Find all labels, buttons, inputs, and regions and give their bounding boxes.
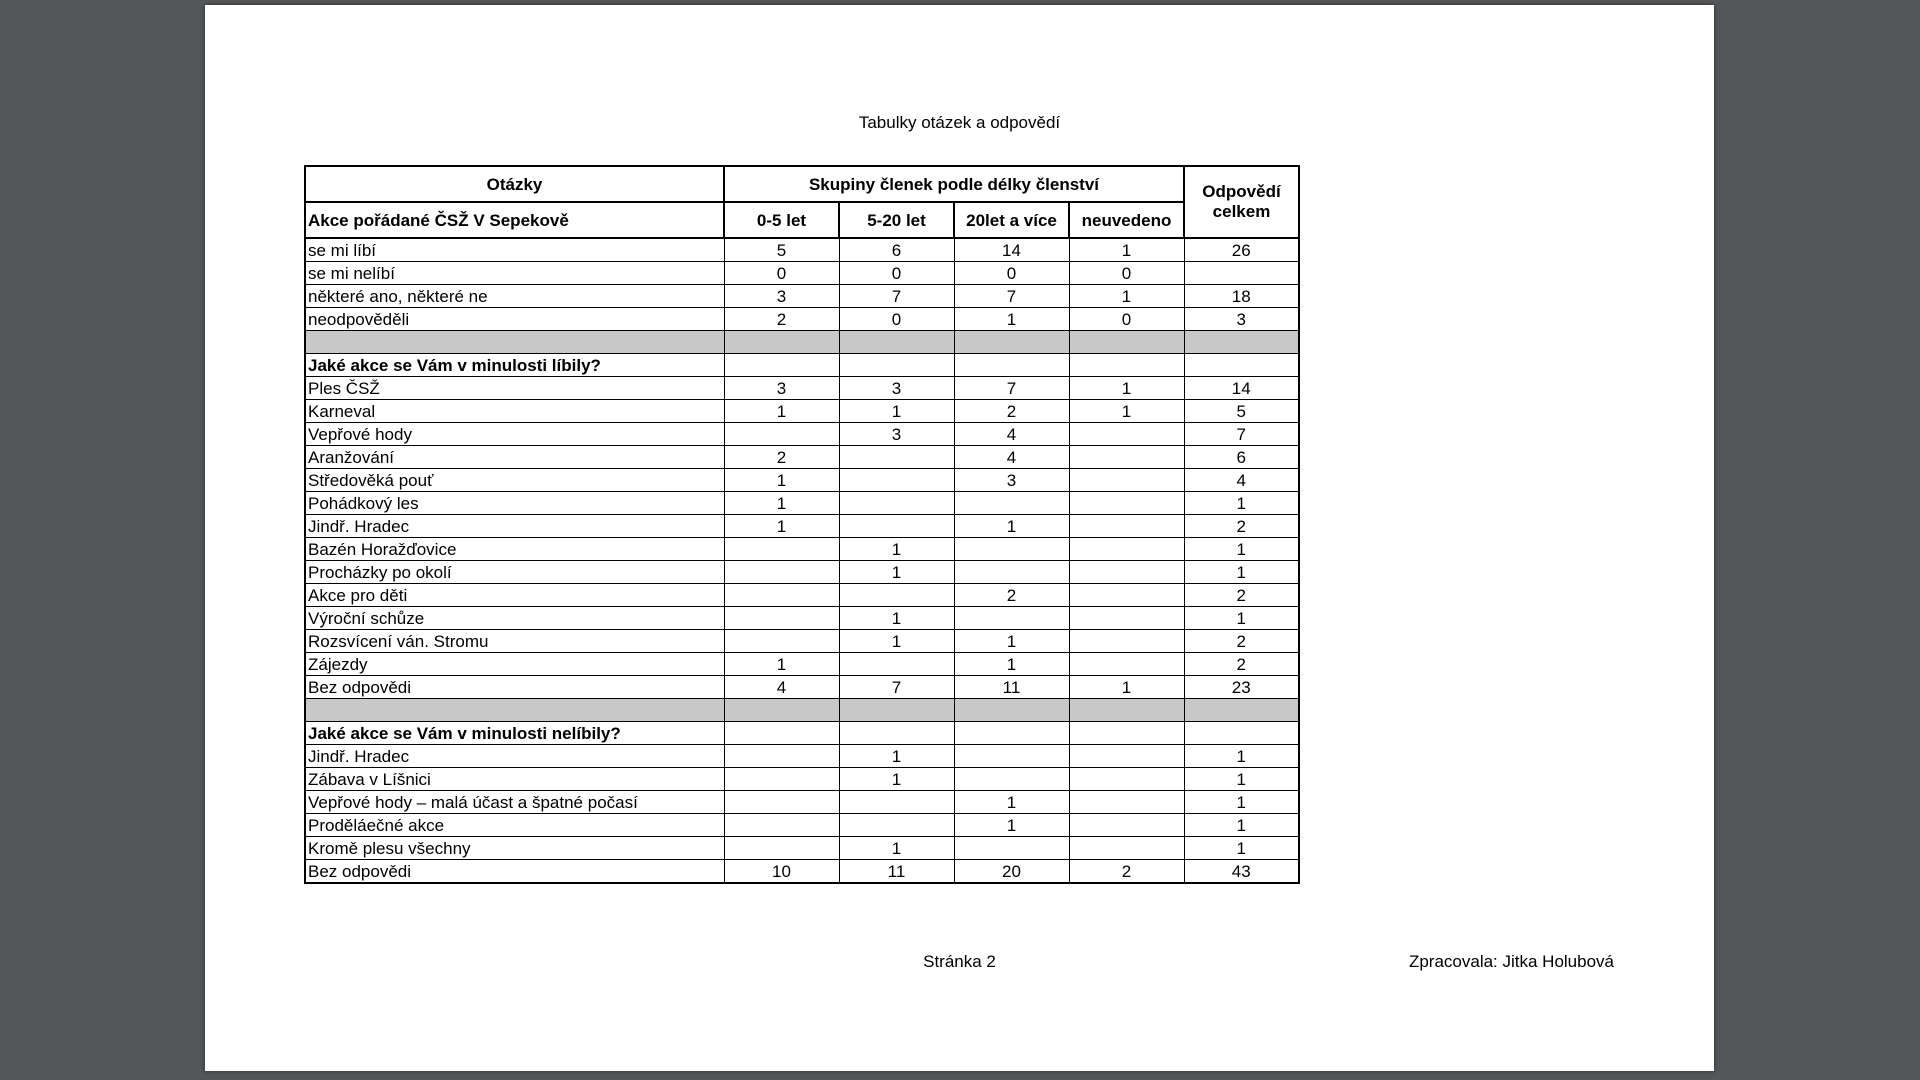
table-cell: 1 — [839, 607, 954, 630]
table-cell: 1 — [1069, 377, 1184, 400]
table-cell — [1069, 515, 1184, 538]
document-title: Tabulky otázek a odpovědí — [858, 113, 1061, 132]
table-cell — [1069, 653, 1184, 676]
table-cell: 1 — [954, 791, 1069, 814]
table-cell — [954, 354, 1069, 377]
row-label: Jindř. Hradec — [305, 515, 724, 538]
table-cell — [724, 354, 839, 377]
row-label: se mi líbí — [305, 238, 724, 262]
table-cell — [954, 699, 1069, 722]
table-cell — [839, 791, 954, 814]
header-col-unspecified: neuvedeno — [1069, 202, 1184, 238]
table-cell — [1069, 745, 1184, 768]
table-cell: 6 — [839, 238, 954, 262]
table-cell: 1 — [954, 630, 1069, 653]
table-row — [305, 630, 1299, 653]
table-cell: 26 — [1184, 238, 1299, 262]
table-cell: 0 — [724, 262, 839, 285]
table-cell: 3 — [1184, 308, 1299, 331]
table-cell — [724, 331, 839, 354]
table-cell — [1069, 722, 1184, 745]
table-cell — [724, 814, 839, 837]
table-cell: 14 — [954, 238, 1069, 262]
table-cell — [1184, 354, 1299, 377]
row-label: Vepřové hody — [305, 423, 724, 446]
table-cell: 0 — [1069, 262, 1184, 285]
table-cell: 1 — [839, 837, 954, 860]
table-cell: 18 — [1184, 285, 1299, 308]
table-cell — [724, 722, 839, 745]
row-label: Bazén Horažďovice — [305, 538, 724, 561]
table-cell: 20 — [954, 860, 1069, 884]
table-cell: 0 — [954, 262, 1069, 285]
table-cell — [954, 492, 1069, 515]
row-label: Ples ČSŽ — [305, 377, 724, 400]
table-cell: 43 — [1184, 860, 1299, 884]
table-cell: 1 — [724, 515, 839, 538]
table-cell: 1 — [839, 745, 954, 768]
table-cell: 7 — [1184, 423, 1299, 446]
header-section-title: Akce pořádané ČSŽ V Sepekově — [305, 202, 724, 238]
table-cell — [839, 446, 954, 469]
table-cell — [839, 354, 954, 377]
table-cell: 1 — [1069, 400, 1184, 423]
row-label: některé ano, některé ne — [305, 285, 724, 308]
table-cell: 2 — [1184, 653, 1299, 676]
table-row — [305, 469, 1299, 492]
row-label: Akce pro děti — [305, 584, 724, 607]
table-cell: 1 — [1069, 676, 1184, 699]
table-cell — [1069, 331, 1184, 354]
table-cell — [724, 538, 839, 561]
table-row — [305, 538, 1299, 561]
page-number: Stránka 2 — [923, 952, 996, 971]
table-row — [305, 860, 1299, 884]
table-cell — [1184, 331, 1299, 354]
table-cell: 3 — [724, 377, 839, 400]
table-cell: 2 — [1069, 860, 1184, 884]
table-cell: 1 — [1184, 492, 1299, 515]
table-cell — [1069, 538, 1184, 561]
table-cell — [839, 584, 954, 607]
row-label — [305, 699, 724, 722]
table-cell — [1184, 699, 1299, 722]
table-cell: 3 — [954, 469, 1069, 492]
table-row — [305, 308, 1299, 331]
table-cell — [954, 837, 1069, 860]
table-cell — [839, 515, 954, 538]
table-cell: 3 — [724, 285, 839, 308]
table-cell: 7 — [839, 676, 954, 699]
table-cell: 23 — [1184, 676, 1299, 699]
table-cell — [1069, 584, 1184, 607]
table-cell — [1069, 768, 1184, 791]
table-row — [305, 377, 1299, 400]
table-cell: 7 — [839, 285, 954, 308]
table-cell: 1 — [839, 630, 954, 653]
table-cell — [724, 423, 839, 446]
table-cell: 1 — [1184, 561, 1299, 584]
table-cell — [724, 584, 839, 607]
row-label: Proděláečné akce — [305, 814, 724, 837]
header-questions: Otázky — [305, 166, 724, 202]
table-row — [305, 515, 1299, 538]
table-cell — [1069, 561, 1184, 584]
table-cell — [839, 814, 954, 837]
table-cell — [1069, 630, 1184, 653]
table-cell: 1 — [954, 814, 1069, 837]
table-cell: 2 — [724, 446, 839, 469]
table-cell: 1 — [1184, 607, 1299, 630]
row-label: se mi nelíbí — [305, 262, 724, 285]
table-cell — [724, 630, 839, 653]
table-cell — [1069, 354, 1184, 377]
table-cell: 4 — [954, 423, 1069, 446]
table-cell: 10 — [724, 860, 839, 884]
table-cell — [1069, 814, 1184, 837]
table-cell: 3 — [839, 423, 954, 446]
table-cell: 3 — [839, 377, 954, 400]
table-cell: 1 — [724, 469, 839, 492]
table-cell — [954, 768, 1069, 791]
table-cell: 1 — [839, 538, 954, 561]
row-label: Jaké akce se Vám v minulosti líbily? — [305, 354, 724, 377]
row-label: neodpověděli — [305, 308, 724, 331]
table-cell — [724, 607, 839, 630]
table-cell — [839, 469, 954, 492]
table-cell — [1069, 492, 1184, 515]
table-cell — [954, 561, 1069, 584]
table-cell: 1 — [724, 400, 839, 423]
row-label: Jaké akce se Vám v minulosti nelíbily? — [305, 722, 724, 745]
table-cell: 1 — [1069, 238, 1184, 262]
table-cell: 2 — [954, 584, 1069, 607]
table-row — [305, 238, 1299, 262]
table-cell: 7 — [954, 285, 1069, 308]
table-cell — [1069, 469, 1184, 492]
table-row — [305, 676, 1299, 699]
document-page — [205, 5, 1714, 1071]
table-cell: 5 — [1184, 400, 1299, 423]
table-row — [305, 791, 1299, 814]
table-row — [305, 262, 1299, 285]
table-cell: 4 — [1184, 469, 1299, 492]
table-cell: 5 — [724, 238, 839, 262]
table-cell: 2 — [724, 308, 839, 331]
table-cell: 1 — [1184, 538, 1299, 561]
table-row — [305, 653, 1299, 676]
row-label: Karneval — [305, 400, 724, 423]
section-row — [305, 354, 1299, 377]
table-cell — [839, 722, 954, 745]
table-cell: 6 — [1184, 446, 1299, 469]
row-label: Vepřové hody – malá účast a špatné počasí — [305, 791, 724, 814]
table-cell — [839, 492, 954, 515]
row-label: Bez odpovědi — [305, 860, 724, 884]
table-cell: 1 — [954, 308, 1069, 331]
author-credit: Zpracovala: Jitka Holubová — [1408, 952, 1614, 971]
table-cell: 4 — [724, 676, 839, 699]
table-row — [305, 423, 1299, 446]
table-cell: 2 — [1184, 584, 1299, 607]
section-row — [305, 722, 1299, 745]
table-cell: 11 — [839, 860, 954, 884]
header-col-5-20: 5-20 let — [839, 202, 954, 238]
table-cell: 0 — [1069, 308, 1184, 331]
table-cell: 1 — [839, 768, 954, 791]
table-cell — [954, 331, 1069, 354]
table-cell — [1069, 423, 1184, 446]
table-cell — [1069, 791, 1184, 814]
row-label: Jindř. Hradec — [305, 745, 724, 768]
table-body — [305, 238, 1299, 883]
header-col-20plus: 20let a více — [954, 202, 1069, 238]
table-cell — [954, 538, 1069, 561]
table-cell — [724, 837, 839, 860]
row-label: Zájezdy — [305, 653, 724, 676]
table-cell: 1 — [1184, 814, 1299, 837]
header-col-0-5: 0-5 let — [724, 202, 839, 238]
table-cell — [724, 699, 839, 722]
table-cell — [1069, 446, 1184, 469]
table-cell: 1 — [839, 400, 954, 423]
table-row — [305, 492, 1299, 515]
table-cell: 1 — [724, 492, 839, 515]
row-label: Kromě plesu všechny — [305, 837, 724, 860]
table-cell — [1184, 722, 1299, 745]
row-label: Zábava v Líšnici — [305, 768, 724, 791]
table-row — [305, 446, 1299, 469]
table-cell — [954, 745, 1069, 768]
separator-row — [305, 331, 1299, 354]
survey-table — [304, 165, 1300, 884]
row-label — [305, 331, 724, 354]
table-cell — [839, 331, 954, 354]
table-cell — [954, 722, 1069, 745]
table-row — [305, 607, 1299, 630]
table-cell — [839, 653, 954, 676]
table-cell: 1 — [1184, 791, 1299, 814]
table-cell: 0 — [839, 308, 954, 331]
table-row — [305, 745, 1299, 768]
table-cell — [1069, 699, 1184, 722]
table-cell — [1069, 607, 1184, 630]
table-cell: 14 — [1184, 377, 1299, 400]
table-cell: 1 — [839, 561, 954, 584]
row-label: Rozsvícení ván. Stromu — [305, 630, 724, 653]
separator-row — [305, 699, 1299, 722]
table-cell: 4 — [954, 446, 1069, 469]
table-cell: 1 — [1184, 768, 1299, 791]
table-cell — [1184, 262, 1299, 285]
table-cell — [839, 699, 954, 722]
table-cell — [724, 745, 839, 768]
row-label: Výroční schůze — [305, 607, 724, 630]
table-cell: 1 — [954, 653, 1069, 676]
table-cell — [724, 561, 839, 584]
table-row — [305, 837, 1299, 860]
table-cell: 2 — [1184, 515, 1299, 538]
table-cell — [1069, 837, 1184, 860]
table-cell: 0 — [839, 262, 954, 285]
row-label: Procházky po okolí — [305, 561, 724, 584]
row-label: Pohádkový les — [305, 492, 724, 515]
table-row — [305, 561, 1299, 584]
table-cell — [954, 607, 1069, 630]
row-label: Středověká pouť — [305, 469, 724, 492]
table-cell: 1 — [1184, 837, 1299, 860]
table-cell: 1 — [954, 515, 1069, 538]
header-groups: Skupiny členek podle délky členství — [724, 166, 1184, 202]
header-total: Odpovědí celkem — [1184, 166, 1299, 238]
table-row — [305, 400, 1299, 423]
table-cell — [724, 768, 839, 791]
table-cell: 1 — [1184, 745, 1299, 768]
table-row — [305, 584, 1299, 607]
table-cell: 2 — [954, 400, 1069, 423]
table-row — [305, 768, 1299, 791]
table-cell: 7 — [954, 377, 1069, 400]
row-label: Bez odpovědi — [305, 676, 724, 699]
table-cell: 11 — [954, 676, 1069, 699]
table-cell: 1 — [724, 653, 839, 676]
table-cell: 1 — [1069, 285, 1184, 308]
table-row — [305, 285, 1299, 308]
table-cell: 2 — [1184, 630, 1299, 653]
row-label: Aranžování — [305, 446, 724, 469]
table-cell — [724, 791, 839, 814]
table-row — [305, 814, 1299, 837]
